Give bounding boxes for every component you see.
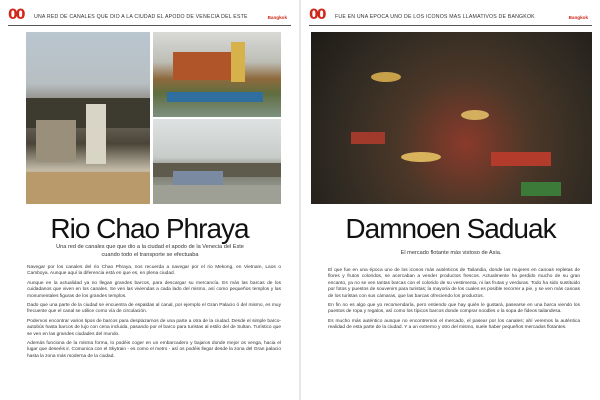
paragraph: Navegar por los canales del rio Chao Phraya, nos recuerda a navegar por el rio Mekong, en Vietnam, Laos o Camboya. Aunque aquí la diferencia está en que es, en plena ciudad. [27, 265, 281, 277]
header-rule [8, 25, 291, 26]
paragraph: Dado que una parte de la ciudad se encuentra de espaldas al canal, por ejemplo el Gran Palacio ó del mismo, es muy frecuente que el canal se utilice como vía de circulación. [27, 303, 281, 315]
magazine-logo: 00 [8, 7, 24, 23]
paragraph: Aunque en la actualidad ya no llegan grandes barcos, para descargar su mercancía. Es más las barcas de los cuidadanos que viven en los canales. Se ven las viviendas a cada lado del mismo, así como pequeños templos y las monumentales figuras de los grandes templos. [27, 280, 281, 299]
paragraph: Es mucho más auténtico aunque no encontremos el mercado, el pasear por los canales; ahí veremos la auténtica realidad de esta parte de la ciudad. Y a un extremo y otro del mismo, suele haber pequeños mercados flotantes. [328, 318, 580, 331]
magazine-logo: 00 [309, 7, 325, 23]
article-subtitle: Una red de canales que que dio a la ciudad el apodo de la Venecia del Este cuando todo el transporte se efectuaba [56, 244, 244, 258]
photo-river-boats [153, 119, 281, 204]
article-title: Rio Chao Phraya [50, 213, 249, 244]
paragraph: En fin no es algo que yo recomendaría, pero entiendo que hay quién le gustará, pasearse en una barca viendo los puestos de ropa y regalos, así como los típicos barcos donde comprar noodles o la sopa de fideos tailandesa. [328, 303, 580, 315]
right-page [301, 0, 600, 400]
left-header-title: UNA RED DE CANALES QUE DIO A LA CIUDAD EL APODO DE VENECIA DEL ESTE [34, 14, 248, 20]
article-title: Damnoen Saduak [345, 213, 556, 244]
left-page-header [0, 0, 299, 32]
right-page-header [301, 0, 600, 32]
photo-temple-boat [153, 32, 281, 117]
paragraph: Podemos encontrar varios tipos de barcos para desplazarnos de una parte a otra de la ciudad. Desde el simple barco-autobús hasta barcos de lujo con cena incluida, pasando por el barco para turistas al estilo del de Sultan. Turístico que se ven en las grandes ciudades del mundo. [27, 318, 281, 337]
right-header-tag: Bangkok [568, 15, 588, 20]
left-header-tag: Bangkok [267, 15, 287, 20]
article-body [328, 268, 580, 335]
paragraph: Además funciona de la misma forma, lo podéis coger en un embarcadero y bajaros donde mejor os venga, hacia el lugar que deseéis ir. Comunica con el Skytrain - es como el metro - así os podéis llegar desde la zona del Gran palacio hasta la zona más moderna de la ciudad. [27, 341, 281, 359]
photo-canal-houses [26, 32, 150, 204]
left-page [0, 0, 299, 400]
photo-floating-market [311, 32, 592, 204]
article-body [27, 265, 281, 363]
right-header-title: FUE EN UNA ÉPOCA UNO DE LOS ICONOS MÁS LLAMATIVOS DE BANGKOK [335, 14, 535, 20]
paragraph: El que fue en una época uno de los iconos más auténticos de Tailandia, donde las mujeres en canoas repletas de flores y frutos coloridos, se acercaban a vender productos frescos. Actualmente ha perdido mucho de su gran encanto, ya no se ven tantas barcas con el colorido de su vestimenta, ni las frutas y verduras. Todo ha sido sustituido por fotos y puestos de souvenirs para turistas; la mayoría de los cuales es posible recorrer a pie, y se ven más canoas de los turistas con sus cámaras, que las barcas ofreciendo los productos. [328, 268, 580, 299]
article-subtitle: El mercado flotante más vistoso de Asia. [400, 250, 502, 256]
header-rule [309, 25, 592, 26]
